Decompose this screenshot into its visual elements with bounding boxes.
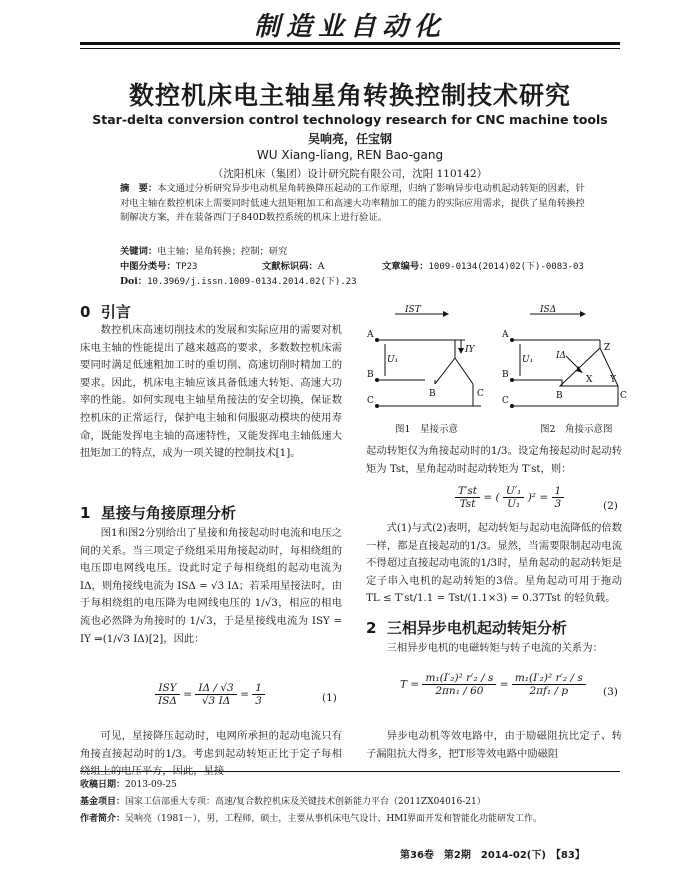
fig2-current-label: ISΔ <box>540 305 557 315</box>
intro-paragraph: 数控机床高速切削技术的发展和实际应用的需要对机床电主轴的性能提出了越来越高的要求，多数数控机床需要同时满足低速粗加工时的重切削、高速切削时精加工的要求。因此，机床电主轴应该具备低速大转矩、高速大功率的性能。如何实现电主轴星角接法的安全切换，保证数控机床的正常运行，保护电主轴和伺服驱动模块的使用寿命，既能发挥电主轴的高速特性，又能发挥电主轴低速大扭矩加工的特点，成为一项关键的控制技术[1]。 <box>80 324 342 460</box>
eq1-rhs-den: 3 <box>255 695 262 707</box>
eq1-lhs-den: ISΔ <box>158 695 177 707</box>
clc-text: TP23 <box>175 262 198 272</box>
fig2-letter-x: X <box>586 375 593 385</box>
keywords-text: 电主轴；星角转换；控制；研究 <box>157 246 288 257</box>
section-1-heading <box>80 502 236 523</box>
authors-cn: 吴响亮，任宝钢 <box>307 132 392 146</box>
fig2-letter-z: Z <box>604 343 611 353</box>
fig1-letter-a: A <box>367 330 374 340</box>
figure-1-star <box>365 304 495 420</box>
eq3-d2: 2πf₁ / p <box>529 685 569 697</box>
eq3-n2: m₁(I′₂)² r′₂ / s <box>512 672 586 685</box>
eq2-b-den: U₁ <box>507 498 521 510</box>
section-1-paragraph-1: 图1和图2分别给出了星接和角接起动时电流和电压之间的关系。当三项定子绕组采用角接起动时，每相绕组的电压即电网线电压。设此时定子每相绕组的起动电流为 IΔ，则角接线电流为 ISΔ = √3 IΔ；若采用星接法时，由于每相绕组的电压降为电网线电压的 1/√3，相应的相电流也必然降为角接时的 1/√3，于是星接线电流为 ISY = IY ⇒(1/√3 IΔ)[2]，因此： <box>80 527 342 645</box>
eq2-a-num: T′st <box>455 485 480 498</box>
eq2-a-den: Tst <box>459 498 476 510</box>
section-1-number: 1 <box>80 504 91 522</box>
fund-text: 国家工信部重大专项：高速/复合数控机床及关键技术创新能力平台（2011ZX04016-21） <box>125 797 486 807</box>
doi-label: Doi： <box>120 276 148 287</box>
footnote-rule <box>80 771 620 772</box>
fig2-letter-a: A <box>502 330 509 340</box>
right-paragraph-4: 异步电动机等效电路中，由于励磁阻抗比定子、转子漏阻抗大得多，把T形等效电路中励磁阻 <box>366 730 622 760</box>
fig2-voltage-label: U₁ <box>522 355 534 365</box>
eq2-c-num: 1 <box>552 485 565 498</box>
eq1-rhs-num: 1 <box>252 682 265 695</box>
fig1-letter-c-inner: C <box>477 389 484 399</box>
doc-code <box>262 258 325 272</box>
received-label: 收稿日期： <box>80 780 126 790</box>
received-text: 2013-09-25 <box>125 780 177 790</box>
fig1-current-label: IST <box>405 305 421 315</box>
abstract-text: 本文通过分析研究异步电动机星角转换降压起动的工作原理，归纳了影响异步电动机起动转矩的因素，针对电主轴在数控机床上需要同时低速大扭矩粗加工和高速大功率精加工的能力的实际应用需求，提供了星角转换控制解决方案，并在装备西门子840D数控系统的机床上进行验证。 <box>120 183 585 223</box>
eq2-c-den: 3 <box>554 498 562 510</box>
eq2-b-num: U′₁ <box>503 485 524 498</box>
fig1-letter-c: C <box>367 396 374 406</box>
footnote-received <box>80 777 177 790</box>
footnote-author <box>80 811 542 824</box>
eq1-number: (1) <box>322 692 337 704</box>
fig1-letter-b: B <box>367 370 374 380</box>
fig1-phase-current-label: IY <box>465 345 475 355</box>
author-bio-label: 作者简介： <box>80 814 126 824</box>
header-rule-thin <box>80 48 620 49</box>
section-0-heading <box>80 301 131 322</box>
eq1-lhs-num: ISY <box>155 682 180 695</box>
journal-name: 制造业自动化 <box>253 12 446 42</box>
clc <box>120 258 197 272</box>
title-cn: 数控机床电主轴星角转换控制技术研究 <box>128 81 571 110</box>
eq3-n1: m₁(I′₂)² r′₂ / s <box>422 672 496 685</box>
figure-1-diagram <box>365 304 495 416</box>
equation-1: $\frac{\text{ISY}}{\text{ISΔ}}$ = $\frac{I\Delta / √3}{√3 I\Delta}$ = $\frac{1}{3}$ <box>155 682 265 707</box>
title-en: Star-delta conversion control technology research for CNC machine tools <box>92 112 608 127</box>
footnote-fund <box>80 794 486 807</box>
doi-text: 10.3969/j.issn.1009-0134.2014.02(下).23 <box>147 277 357 287</box>
fig2-letter-c: C <box>502 396 509 406</box>
doc-code-label: 文献标识码： <box>262 261 318 272</box>
figure-1-caption: 图1 星接示意 <box>395 424 459 435</box>
fig1-letter-b-inner: B <box>429 389 436 399</box>
equation-2: $\frac{T'st}{\text{Tst}}$ = ( $\frac{\text{U′₁}}{\text{U₁}}$ )² = $\frac{1}{3}$ <box>455 485 564 510</box>
section-1-paragraph-2: 可见，星接降压起动时，电网所承担的起动电流只有角接直接起动时的1/3。考虑到起动转矩正比于定子每相绕组上的电压平方，因此，星接 <box>80 730 342 778</box>
abstract <box>120 182 590 226</box>
eq1-mid-num: IΔ / √3 <box>195 682 236 695</box>
eq1-mid-den: √3 IΔ <box>201 695 231 707</box>
affiliation: （沈阳机床（集团）设计研究院有限公司，沈阳 110142） <box>212 168 488 180</box>
doi <box>120 273 357 287</box>
eq3-number: (3) <box>603 686 618 698</box>
fig2-phase-current-label: IΔ <box>556 351 567 361</box>
section-1-title: 星接与角接原理分析 <box>100 504 236 522</box>
article-no-text: 1009-0134(2014)02(下)-0083-03 <box>428 262 584 272</box>
fig1-voltage-label: U₁ <box>387 355 399 365</box>
header-rule-thick <box>80 42 620 45</box>
fund-label: 基金项目： <box>80 797 126 807</box>
article-no <box>382 258 584 272</box>
section-2-heading <box>366 617 567 638</box>
right-paragraph-3: 三相异步电机的电磁转矩与转子电流的关系为： <box>386 642 603 654</box>
keywords <box>120 243 287 257</box>
eq2-number: (2) <box>603 500 618 512</box>
eq3-lhs: T = <box>400 678 420 691</box>
section-2-title: 三相异步电机起动转矩分析 <box>386 619 567 637</box>
doc-code-text: A <box>317 261 325 272</box>
equation-3: T = $\frac{\text{m₁(I′₂)² r′₂ / s}}{\text{2πn₁ / 60}}$ = $\frac{\text{m₁(I′₂)² r′₂ / s}}{\text{2πf₁ / p}}$ <box>400 672 586 697</box>
clc-label: 中图分类号： <box>120 261 176 272</box>
article-no-label: 文章编号： <box>382 261 429 272</box>
eq3-d1: 2πn₁ / 60 <box>435 685 484 697</box>
abstract-label: 摘 要： <box>120 183 158 194</box>
fig2-letter-c-inner: C <box>620 391 627 401</box>
fig2-letter-y: Y <box>610 375 616 385</box>
figure-2-caption: 图2 角接示意图 <box>540 424 613 435</box>
keywords-label: 关键词： <box>120 246 158 257</box>
page-footer: 第36卷 第2期 2014-02(下) 【83】 <box>400 850 585 861</box>
fig2-letter-b: B <box>502 370 509 380</box>
section-2-number: 2 <box>366 619 377 637</box>
figure-2-delta <box>500 304 630 420</box>
author-bio-text: 吴响亮（1981－），男，工程师，硕士，主要从事机床电气设计、HMI界面开发和智能化功能研发工作。 <box>125 814 543 824</box>
authors-en: WU Xiang-liang, REN Bao-gang <box>256 148 444 162</box>
right-paragraph-1: 起动转矩仅为角接起动时的1/3。设定角接起动时起动转矩为 Tst，星角起动时起动转矩为 T′st，则： <box>366 445 622 475</box>
section-0-title: 引言 <box>100 303 131 321</box>
right-paragraph-2: 式(1)与式(2)表明，起动转矩与起动电流降低的倍数一样，都是直接起动的1/3。显然，当需要限制起动电流不得超过直接起动电流的1/3时，星角起动的起动转矩是定子串入电机的起动转矩的3倍。星角起动可用于拖动 TL ≤ T′st/1.1 = Tst/(1.1×3) = 0.37Tst 的轻负载。 <box>366 522 622 605</box>
fig2-letter-b-inner: B <box>556 391 563 401</box>
section-0-number: 0 <box>80 303 91 321</box>
figure-2-diagram <box>500 304 630 416</box>
